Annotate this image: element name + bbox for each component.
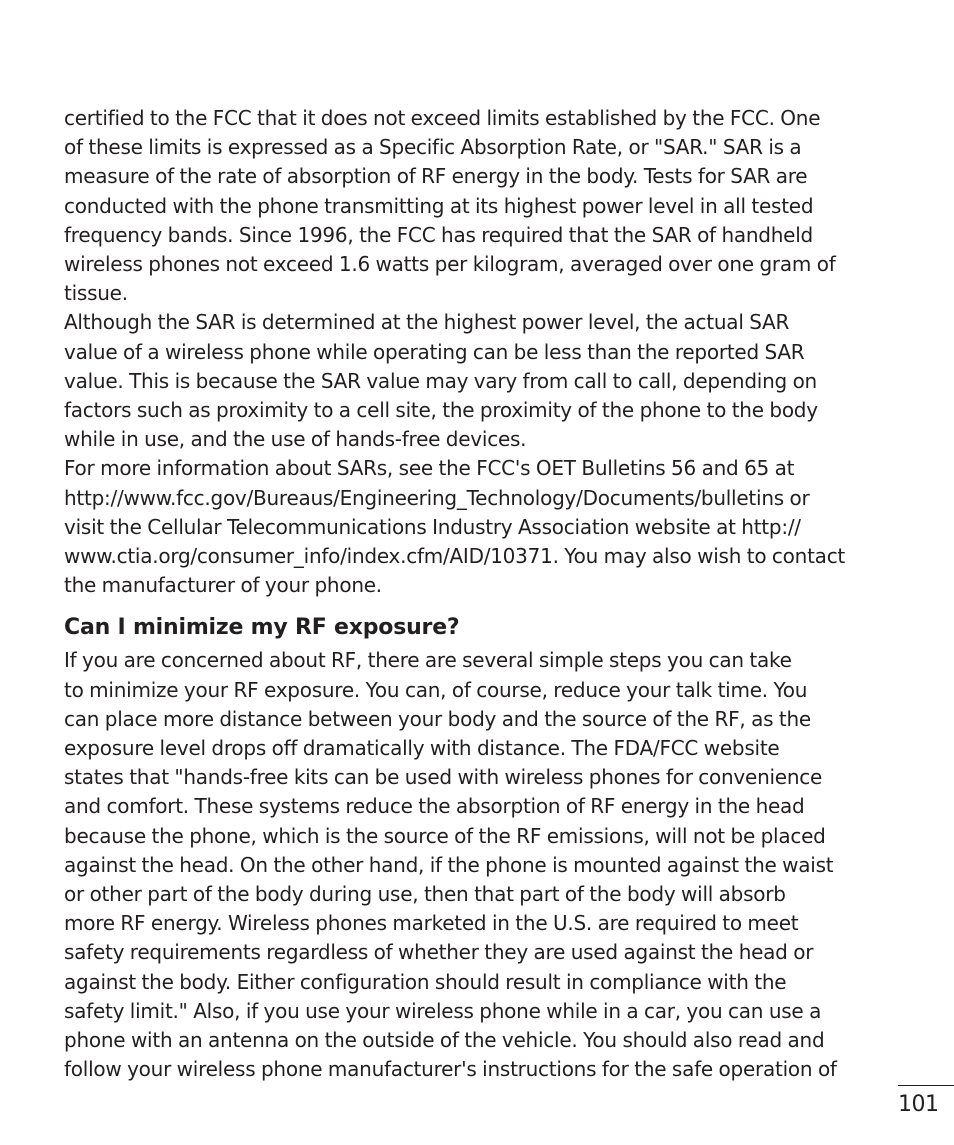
minimize-exposure-paragraph: If you are concerned about RF, there are several simple steps you can take to minimize your RF exposure. You can, of course, reduce your talk time. You can place more distance between your body and the source of the RF, as the exposure level drops off dramatically with distance. The FDA/FCC website states that "hands-free kits can be used with wireless phones for convenience and comfort. These systems reduce the absorption of RF energy in the head because the phone, which is the source of the RF emissions, will not be placed against the head. On the other hand, if the phone is mounted against the waist or other part of the body during use, then that part of the body will absorb more RF energy. Wireless phones marketed in the U.S. are required to meet safety requirements regardless of whether they are used against the head or against the body. Either configuration should result in compliance with the safety limit." Also, if you use your wireless phone while in a car, you can use a phone with an antenna on the outside of the vehicle. You should also read and follow your wireless phone manufacturer's instructions for the safe operation of [64, 648, 837, 1082]
page-number-rule [898, 1085, 954, 1086]
sar-certification-paragraph: certified to the FCC that it does not exceed limits established by the FCC. One of these limits is expressed as a Specific Absorption Rate, or "SAR." SAR is a measure of the rate of absorption of RF energy in the body. Tests for SAR are conducted with the phone transmitting at its highest power level in all tested frequency bands. Since 1996, the FCC has required that the SAR of handheld wireless phones not exceed 1.6 watts per kilogram, averaged over one gram of tissue. [64, 106, 836, 306]
section-heading: Can I minimize my RF exposure? [64, 615, 460, 641]
sar-more-info-paragraph: For more information about SARs, see the FCC's OET Bulletins 56 and 65 at http://www.fcc.gov/Bureaus/Engineering_Technology/Documents/bulletins or visit the Cellular Telecommunications Industry Association website at http:// www.ctia.org/consumer_info/index.cfm/AID/10371. You may also wish to contact the manufacturer of your phone. [64, 456, 846, 598]
page-number: 101 [898, 1092, 939, 1117]
sar-variation-paragraph: Although the SAR is determined at the highest power level, the actual SAR value of a wireless phone while operating can be less than the reported SAR value. This is because the SAR value may vary from call to call, depending on factors such as proximity to a cell site, the proximity of the phone to the body while in use, and the use of hands-free devices. [64, 310, 818, 452]
page-content [64, 104, 900, 1085]
